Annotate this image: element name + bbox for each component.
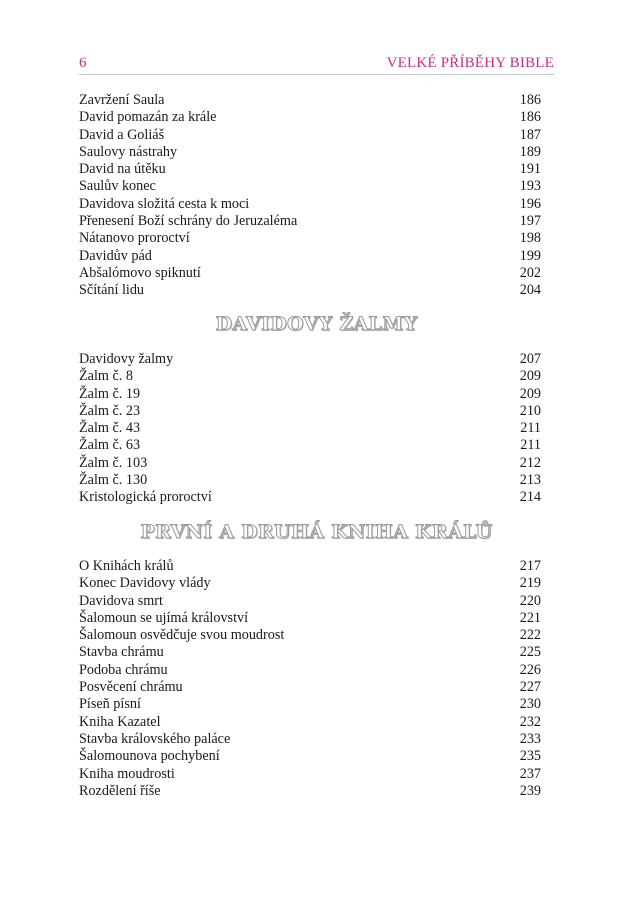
toc-entry xyxy=(79,662,541,679)
page-header xyxy=(79,55,554,75)
toc-entry xyxy=(79,178,541,195)
toc-entry-page: 187 xyxy=(519,126,541,143)
toc-entry-page: 193 xyxy=(519,178,541,195)
toc-entry-title: Žalm č. 130 xyxy=(79,472,148,489)
toc-entry xyxy=(79,420,541,437)
toc-entry-page: 209 xyxy=(519,385,541,402)
toc-entry-page: 204 xyxy=(519,282,541,299)
toc-entry-page: 226 xyxy=(519,661,541,678)
toc-entry xyxy=(79,610,541,627)
toc-entry-page: 213 xyxy=(519,472,541,489)
toc-entry-page: 210 xyxy=(519,402,541,419)
toc-entry-page: 233 xyxy=(519,730,541,747)
toc-entry-page: 237 xyxy=(519,765,541,782)
toc-entry-title: Žalm č. 23 xyxy=(79,402,141,419)
toc-entry-title: Konec Davidovy vlády xyxy=(79,575,211,592)
toc-entry xyxy=(79,282,541,299)
toc-entry-title: Davidovy žalmy xyxy=(79,351,174,367)
toc-entry-page: 235 xyxy=(519,748,541,765)
toc-entry-page: 232 xyxy=(519,713,541,730)
toc-entry-page: 211 xyxy=(520,437,541,454)
toc-entry xyxy=(79,92,541,109)
toc-entry-page: 211 xyxy=(520,420,541,437)
toc-entry xyxy=(79,455,541,472)
toc-entry-title: Stavba chrámu xyxy=(79,644,164,661)
toc-entry xyxy=(79,748,541,765)
book-title: VELKÉ PŘÍBĚHY BIBLE xyxy=(386,55,554,71)
toc-entry-title: David a Goliáš xyxy=(79,126,165,143)
toc-entry-page: 222 xyxy=(519,627,541,644)
toc-entry-page: 230 xyxy=(519,696,541,713)
toc-entry-title: Žalm č. 43 xyxy=(79,420,141,437)
toc-entry xyxy=(79,368,541,385)
toc-entry-page: 239 xyxy=(519,782,541,799)
toc-entry-page: 214 xyxy=(519,489,541,506)
toc-entry-page: 225 xyxy=(519,644,541,661)
toc-entry-page: 220 xyxy=(519,592,541,609)
toc-entry xyxy=(79,558,541,575)
toc-entry-title: Saulovy nástrahy xyxy=(79,143,178,160)
toc-entry xyxy=(79,109,541,126)
toc-entry-title: Šalomoun se ujímá království xyxy=(79,609,249,626)
toc-entry xyxy=(79,766,541,783)
toc-entry-page: 189 xyxy=(519,143,541,160)
toc-entry xyxy=(79,575,541,592)
toc-entry xyxy=(79,731,541,748)
toc-entry xyxy=(79,679,541,696)
toc-entry-title: Posvěcení chrámu xyxy=(79,679,183,696)
toc-entry xyxy=(79,489,541,506)
toc-entry-page: 209 xyxy=(519,368,541,385)
toc-entry-page: 207 xyxy=(519,351,541,367)
toc-entry-title: Davidův pád xyxy=(79,247,152,264)
toc-entry-title: David pomazán za krále xyxy=(79,109,217,126)
toc-entry-title: Žalm č. 19 xyxy=(79,385,141,402)
toc-entry xyxy=(79,144,541,161)
toc-entry-page: 197 xyxy=(519,213,541,230)
toc-entry xyxy=(79,161,541,178)
toc-entry xyxy=(79,265,541,282)
toc-entry-title: Kniha moudrosti xyxy=(79,765,175,782)
toc-entry-title: Přenesení Boží schrány do Jeruzaléma xyxy=(79,213,298,230)
toc-entry-title: David na útěku xyxy=(79,161,166,178)
toc-entry xyxy=(79,627,541,644)
toc-entry-page: 219 xyxy=(519,575,541,592)
section-heading-kings: PRVNÍ A DRUHÁ KNIHA KRÁLŮ xyxy=(140,521,493,543)
toc-section-kings xyxy=(79,558,541,800)
toc-entry xyxy=(79,127,541,144)
toc-entry-page: 196 xyxy=(519,195,541,212)
toc-entry-title: Zavržení Saula xyxy=(79,92,165,108)
toc-entry-title: Kristologická proroctví xyxy=(79,489,212,506)
toc-entry-title: Šalomounova pochybení xyxy=(79,748,220,765)
toc-entry xyxy=(79,472,541,489)
toc-entry xyxy=(79,714,541,731)
toc-entry xyxy=(79,696,541,713)
toc-entry xyxy=(79,213,541,230)
toc-entry-title: Sčítání lidu xyxy=(79,282,145,299)
toc-entry xyxy=(79,437,541,454)
toc-entry-page: 186 xyxy=(519,92,541,108)
toc-entry-page: 217 xyxy=(519,558,541,574)
toc-entry-page: 198 xyxy=(519,230,541,247)
toc-entry xyxy=(79,386,541,403)
header-rule xyxy=(79,74,554,75)
toc-entry-title: Nátanovo proroctví xyxy=(79,230,190,247)
toc-entry-title: Kniha Kazatel xyxy=(79,713,161,730)
toc-entry-title: Stavba královského paláce xyxy=(79,730,231,747)
toc-section-samuel xyxy=(79,92,541,300)
toc-entry-page: 199 xyxy=(519,247,541,264)
section-heading-davidovy-zalmy: DAVIDOVY ŽALMY xyxy=(215,313,418,335)
toc-entry-page: 212 xyxy=(519,454,541,471)
toc-entry-page: 186 xyxy=(519,109,541,126)
toc-entry-title: Davidova složitá cesta k moci xyxy=(79,195,250,212)
toc-entry-title: Žalm č. 8 xyxy=(79,368,133,385)
toc-entry-title: Davidova smrt xyxy=(79,592,163,609)
toc-entry xyxy=(79,351,541,368)
toc-entry-title: O Knihách králů xyxy=(79,558,174,574)
toc-entry xyxy=(79,644,541,661)
toc-entry-page: 221 xyxy=(519,609,541,626)
toc-entry-title: Žalm č. 63 xyxy=(79,437,141,454)
toc-entry xyxy=(79,783,541,800)
toc-entry-title: Šalomoun osvědčuje svou moudrost xyxy=(79,627,285,644)
toc-entry xyxy=(79,196,541,213)
toc-entry-title: Píseň písní xyxy=(79,696,141,713)
toc-entry xyxy=(79,230,541,247)
toc-entry-title: Saulův konec xyxy=(79,178,156,195)
toc-entry-title: Rozdělení říše xyxy=(79,782,161,799)
toc-entry-title: Žalm č. 103 xyxy=(79,454,148,471)
toc-entry-page: 191 xyxy=(519,161,541,178)
toc-entry-title: Podoba chrámu xyxy=(79,661,168,678)
toc-entry xyxy=(79,593,541,610)
page-number: 6 xyxy=(79,55,87,71)
toc-entry-page: 202 xyxy=(519,264,541,281)
toc-entry xyxy=(79,403,541,420)
toc-entry-page: 227 xyxy=(519,679,541,696)
toc-entry xyxy=(79,248,541,265)
toc-section-psalms xyxy=(79,351,541,507)
toc-entry-title: Abšalómovo spiknutí xyxy=(79,264,201,281)
